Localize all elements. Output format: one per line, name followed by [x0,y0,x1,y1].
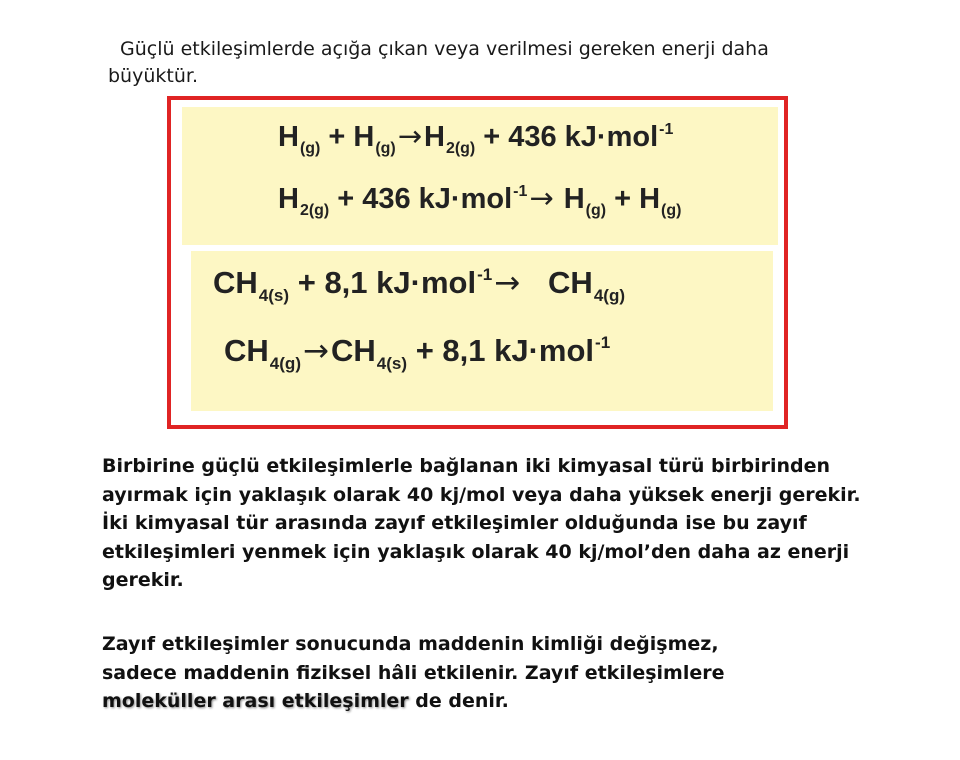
eq1-species-a: H [278,121,299,153]
eq4-reactant-state: 4(g) [269,353,301,373]
intro-text [108,36,828,90]
eq4-energy-exponent: -1 [595,333,611,353]
eq1-plus-2: + [483,121,501,153]
eq1-product-state: 2(g) [445,140,476,158]
strong-interactions-paragraph [102,452,892,595]
eq2-plus-1: + [337,183,355,215]
equation-h2-formation [278,119,674,158]
eq2-energy-exponent: -1 [513,183,528,201]
eq3-plus: + [297,265,316,300]
eq2-energy: 436 kJ·mol [362,183,513,215]
eq3-reactant: CH [213,265,258,300]
eq4-arrow-icon: → [303,333,329,369]
hydrogen-equations-panel [182,107,778,245]
eq3-reactant-state: 4(s) [258,285,290,305]
eq3-product: CH [548,265,593,300]
eq4-product: CH [330,333,376,368]
eq4-plus: + [415,333,434,368]
eq2-product-b: H [639,183,661,215]
paragraph1-line: gerekir. [102,569,184,591]
paragraph1-line: İki kimyasal tür arasında zayıf etkileşimler olduğunda ise bu zayıf [102,512,807,534]
eq4-energy: 8,1 kJ·mol [442,333,595,368]
eq3-arrow-icon: → [494,265,521,301]
paragraph1-line: Birbirine güçlü etkileşimlerle bağlanan iki kimyasal türü birbirinden [102,455,831,477]
eq1-plus-1: + [328,121,346,153]
eq3-energy-exponent: -1 [477,265,493,285]
equation-ch4-evaporation [213,265,626,305]
eq4-product-state: 4(s) [376,353,408,373]
weak-interactions-paragraph [102,630,822,716]
eq2-plus-2: + [614,183,632,215]
equation-h2-dissociation [278,181,682,220]
intro-line-2: büyüktür. [108,65,198,87]
equations-frame [167,96,788,429]
eq2-arrow-icon: → [529,181,554,215]
eq1-species-b-state: (g) [375,140,396,158]
eq2-reactant-state: 2(g) [299,202,330,220]
paragraph1-line: ayırmak için yaklaşık olarak 40 kj/mol veya daha yüksek enerji gerekir. [102,483,861,506]
paragraph2-tail: de denir. [408,690,509,712]
eq2-product-a: H [563,183,585,215]
eq1-species-a-state: (g) [299,140,321,158]
intro-line-1: Güçlü etkileşimlerde açığa çıkan veya verilmesi gereken enerji daha [120,38,769,60]
eq1-species-b: H [353,121,375,153]
eq1-product: H [424,121,445,153]
eq1-energy-exponent: -1 [659,121,674,139]
equation-ch4-condensation [224,333,611,373]
eq4-reactant: CH [224,333,269,368]
eq3-product-state: 4(g) [593,285,626,305]
paragraph2-line-2: sadece maddenin fiziksel hâli etkilenir. Zayıf etkileşimlere [102,661,725,684]
paragraph2-line-3 [102,687,822,716]
methane-equations-panel [191,251,773,411]
paragraph1-line: etkileşimleri yenmek için yaklaşık olarak 40 kj/mol’den daha az enerji [102,540,850,563]
eq1-energy: 436 kJ·mol [508,121,659,153]
intermolecular-term-highlight: moleküller arası etkileşimler [102,690,409,712]
eq1-arrow-icon: → [397,119,422,153]
eq3-energy: 8,1 kJ·mol [324,265,477,300]
paragraph2-line-1: Zayıf etkileşimler sonucunda maddenin kimliği değişmez, [102,633,719,655]
eq2-product-a-state: (g) [585,202,607,220]
eq2-reactant: H [278,183,299,215]
eq2-product-b-state: (g) [661,202,682,220]
